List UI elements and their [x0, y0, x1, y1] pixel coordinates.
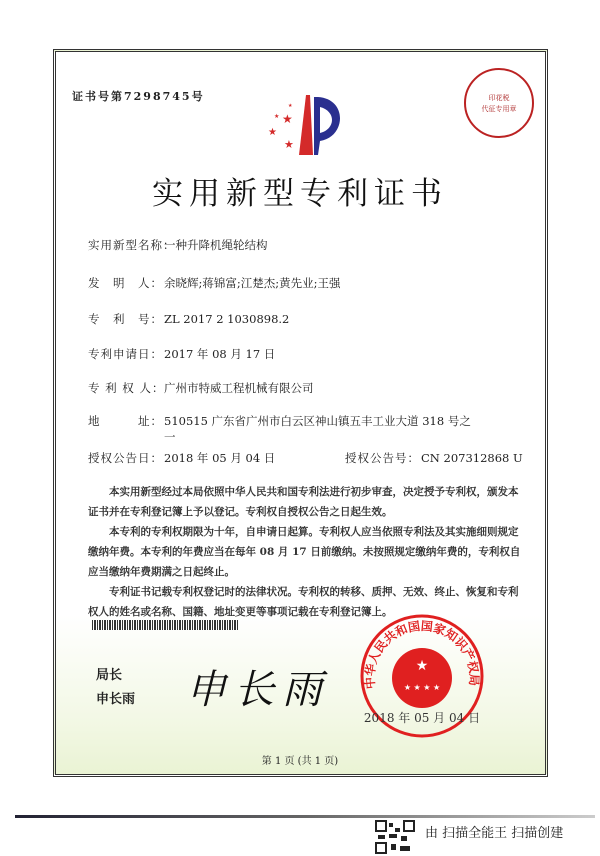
director-title: 局长: [96, 668, 123, 683]
field-label: 专利申请日：: [88, 347, 163, 361]
qr-code-icon: [375, 820, 415, 854]
field-label: 发 明 人：: [88, 276, 163, 290]
field-patentee: [88, 380, 314, 396]
field-label: 授权公告号：: [345, 451, 420, 465]
svg-text:★ ★ ★ ★: ★ ★ ★ ★: [403, 683, 441, 692]
field-name: [88, 237, 268, 253]
field-label: 授权公告日：: [88, 451, 163, 465]
field-value: 广州市特威工程机械有限公司: [164, 381, 314, 395]
field-label: 专 利 号：: [88, 312, 163, 326]
svg-text:★: ★: [415, 658, 429, 674]
field-value: 余晓辉;蒋锦富;江楚杰;黄先业;王强: [164, 276, 341, 290]
field-label: 地 址：: [88, 414, 163, 428]
field-label: 专 利 权 人：: [88, 381, 165, 395]
signature: 申长雨: [186, 667, 330, 713]
field-grant-no: [345, 450, 523, 466]
field-value-line2: 一: [164, 430, 176, 444]
field-application-date: [88, 346, 275, 362]
paragraph: 专利证书记载专利权登记时的法律状况。专利权的转移、质押、无效、终止、恢复和专利权人的姓名或名称、国籍、地址变更等事项记载在专利登记簿上。: [88, 586, 519, 618]
director-name: 申长雨: [96, 692, 136, 707]
field-value: 一种升降机绳轮结构: [164, 238, 268, 252]
page-number: 第 1 页 (共 1 页): [261, 756, 339, 767]
certificate-title: 实用新型专利证书: [152, 176, 448, 212]
svg-text:★: ★: [284, 138, 294, 151]
field-inventors: [88, 275, 341, 291]
field-label: 实用新型名称：: [88, 238, 176, 252]
divider: [15, 815, 595, 818]
svg-text:★: ★: [282, 112, 293, 126]
paragraph: 本实用新型经过本局依照中华人民共和国专利法进行初步审查，决定授予专利权，颁发本证书并在专利登记簿上予以登记。专利权自授权公告之日起生效。: [88, 486, 519, 518]
field-value: 2018 年 05 月 04 日: [164, 451, 276, 465]
tax-seal-line2: 代征专用章: [481, 105, 517, 113]
seal-date: 2018 年 05 月 04 日: [363, 711, 481, 725]
paragraph: 本专利的专利权期限为十年，自申请日起算。专利权人应当依照专利法及其实施细则规定缴纳年费。本专利的年费应当在每年 08 月 17 日前缴纳。未按照规定缴纳年费的，专利权自应当缴纳年费期满之日起终止。: [88, 526, 521, 578]
svg-text:★: ★: [268, 127, 277, 138]
field-address: [88, 413, 471, 445]
tax-seal: [462, 66, 536, 140]
field-value: ZL 2017 2 1030898.2: [164, 312, 290, 326]
field-value: CN 207312868 U: [421, 451, 523, 465]
tax-seal-line1: 印花税: [488, 94, 510, 102]
legal-text: [88, 482, 526, 622]
field-patent-no: [88, 311, 289, 327]
patent-office-logo: [258, 93, 348, 158]
barcode: [92, 620, 238, 630]
field-value: 2017 年 08 月 17 日: [164, 347, 276, 361]
svg-text:★: ★: [274, 113, 280, 120]
official-seal: [358, 612, 486, 740]
seal-text: 中华人民共和国国家知识产权局: [362, 618, 482, 690]
certificate-number: 证书号第7298745号: [72, 90, 205, 103]
field-grant-date: [88, 450, 275, 466]
scanner-footer: 由 扫描全能王 扫描创建: [425, 826, 564, 841]
field-value: 510515 广东省广州市白云区神山镇五丰工业大道 318 号之: [164, 414, 471, 428]
svg-text:★: ★: [288, 103, 293, 109]
